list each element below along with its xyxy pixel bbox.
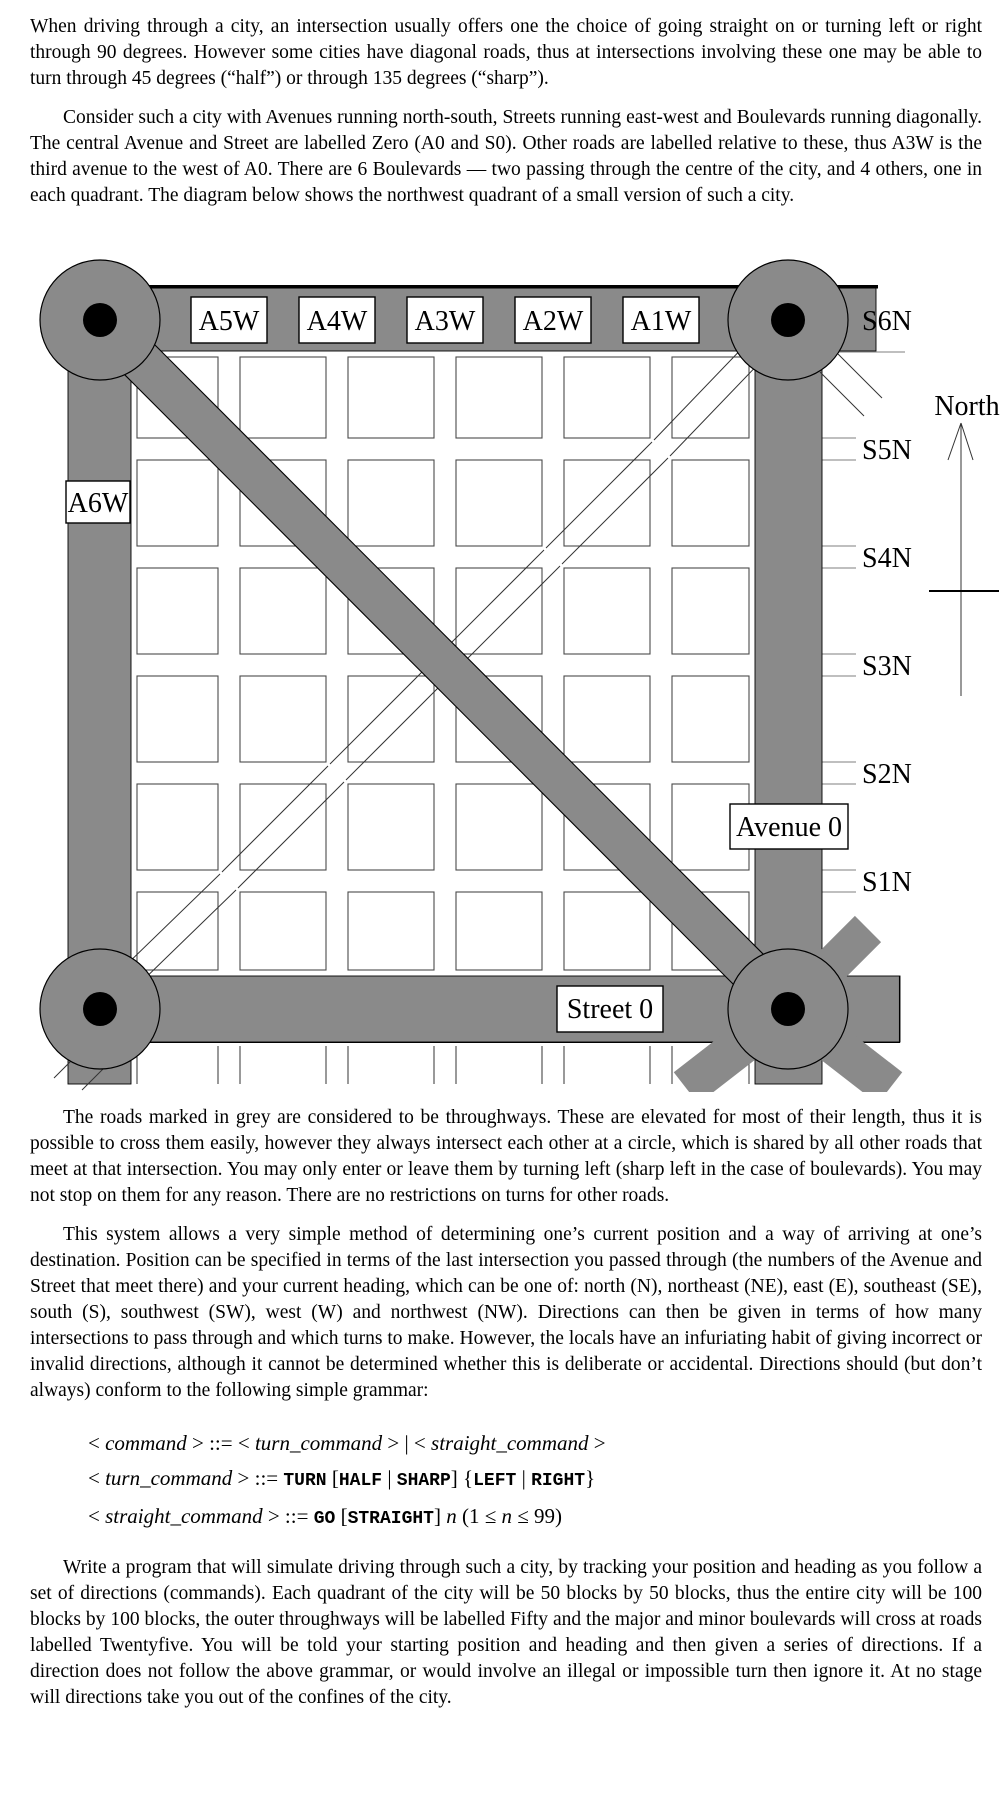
avenue-label: A1W	[630, 306, 692, 337]
throughways-paragraph: The roads marked in grey are considered to be throughways. These are elevated for most of their length, thus it is possible to cross them easily, however they always intersect each other at a circle, which is shared by all other roads that meet at that intersection. You may only enter or leave them by turning left (sharp left in the case of boulevards). You may not stop on them for any reason. There are no restrictions on turns for other roads.	[30, 1107, 982, 1206]
grammar-line-command: < command > ::= < turn_command > | < straight_command >	[88, 1431, 606, 1455]
city-block	[564, 676, 650, 762]
city-block	[456, 357, 542, 438]
north-label: North	[934, 391, 1000, 422]
intersection-dot	[771, 303, 805, 337]
intro-paragraph-2: Consider such a city with Avenues running north-south, Streets running east-west and Boulevards running diagonally. The central Avenue and Street are labelled Zero (A0 and S0). Other roads are labelled relative to these, thus A3W is the third avenue to the west of A0. There are 6 Boulevards — two passing through the centre of the city, and 4 others, one in each quadrant. The diagram below shows the northwest quadrant of a small version of such a city.	[30, 107, 982, 206]
avenue-label: A2W	[522, 306, 584, 337]
street0-label: Street 0	[566, 994, 654, 1025]
grammar-line-turn-command: < turn_command > ::= TURN [HALF | SHARP] {LEFT | RIGHT}	[88, 1466, 596, 1491]
a6w-label: A6W	[67, 488, 129, 519]
avenue-label: A4W	[306, 306, 368, 337]
city-block	[240, 568, 326, 654]
intersection-dot	[83, 992, 117, 1026]
street-label-s6n: S6N	[862, 306, 912, 337]
north-arrow-head	[961, 423, 973, 460]
city-block	[240, 784, 326, 870]
street-label-s3n: S3N	[862, 651, 912, 682]
city-block	[564, 357, 650, 438]
north-arrow-head	[948, 423, 961, 460]
city-block	[672, 460, 749, 546]
city-block	[137, 676, 218, 762]
intersection-dot	[771, 992, 805, 1026]
city-block	[456, 568, 542, 654]
city-block	[672, 357, 749, 438]
city-block	[348, 892, 434, 970]
city-block	[672, 568, 749, 654]
city-block	[137, 460, 218, 546]
task-paragraph: Write a program that will simulate driving through such a city, by tracking your position and heading as you follow a set of directions (commands). Each quadrant of the city will be 50 blocks by 50 blocks, thus the entire city will be 100 blocks by 100 blocks, the outer throughways will be labelled Fifty and the major and minor boulevards will cross at roads labelled Twentyfive. You will be told your starting position and heading and then given a series of directions. If a direction does not follow the above grammar, or would involve an illegal or impossible turn then ignore it. At no stage will directions take you out of the confines of the city.	[30, 1557, 982, 1708]
intersection-dot	[83, 303, 117, 337]
city-block	[348, 357, 434, 438]
city-block	[137, 784, 218, 870]
street-label-s1n: S1N	[862, 867, 912, 898]
city-map-diagram	[0, 222, 1006, 1092]
avenue0-label: Avenue 0	[736, 812, 842, 843]
minor-boulevard-stub-se	[820, 372, 864, 416]
street-label-s4n: S4N	[862, 543, 912, 574]
city-block	[348, 460, 434, 546]
city-block	[240, 892, 326, 970]
grammar-line-straight-command: < straight_command > ::= GO [STRAIGHT] n (1 ≤ n ≤ 99)	[88, 1504, 563, 1529]
minor-boulevard-stub-se	[838, 354, 882, 398]
city-block	[240, 676, 326, 762]
city-block	[456, 784, 542, 870]
city-block	[348, 676, 434, 762]
city-block	[564, 568, 650, 654]
city-block	[348, 784, 434, 870]
city-block	[564, 460, 650, 546]
city-block	[137, 892, 218, 970]
grammar-block	[88, 1426, 982, 1537]
city-block	[672, 676, 749, 762]
avenue-label: A3W	[414, 306, 476, 337]
city-block	[456, 460, 542, 546]
intro-paragraph-1: When driving through a city, an intersection usually offers one the choice of going straight on or turning left or right through 90 degrees. However some cities have diagonal roads, thus at intersections involving these one may be able to turn through 45 degrees (“half”) or through 135 degrees (“sharp”).	[30, 16, 982, 89]
street-label-s2n: S2N	[862, 759, 912, 790]
city-block	[240, 357, 326, 438]
city-block	[456, 892, 542, 970]
directions-paragraph: This system allows a very simple method of determining one’s current position and a way of arriving at one’s destination. Position can be specified in terms of the last intersection you passed through (the numbers of the Avenue and Street that meet there) and your current heading, which can be one of: north (N), northeast (NE), east (E), southeast (SE), south (S), southwest (SW), west (W) and northwest (NW). Directions can then be given in terms of how many intersections to pass through and which turns to make. However, the locals have an infuriating habit of giving incorrect or invalid directions, although it cannot be determined whether this is deliberate or accidental. Directions should (but don’t always) conform to the following simple grammar:	[30, 1224, 982, 1401]
city-block	[137, 568, 218, 654]
city-block	[564, 892, 650, 970]
street-label-s5n: S5N	[862, 435, 912, 466]
avenue-label: A5W	[198, 306, 260, 337]
